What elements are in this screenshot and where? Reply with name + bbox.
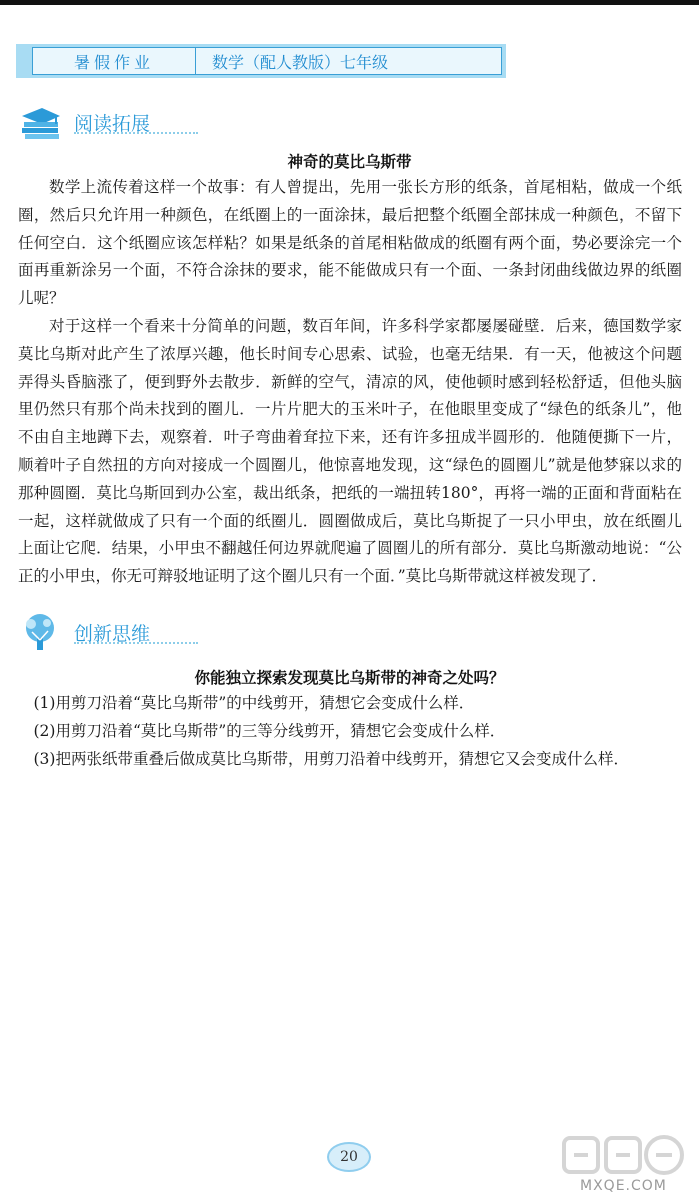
page-number	[327, 1142, 371, 1172]
section-underline	[74, 642, 198, 644]
section-underline	[74, 132, 198, 134]
section-reading-title: 阅读拓展	[74, 112, 151, 135]
page-number-text: 20	[340, 1149, 358, 1165]
article-body	[18, 174, 682, 591]
header-subject-label: 数学（配人教版）七年级	[196, 47, 502, 75]
header-series-label: 暑假作业	[32, 47, 196, 75]
tree-icon	[16, 612, 64, 652]
section-thinking-title: 创新思维	[74, 622, 151, 645]
question-list	[18, 690, 682, 773]
section-reading-heading	[16, 102, 206, 142]
section-thinking-heading	[16, 612, 206, 652]
question-item: (1)用剪刀沿着“莫比乌斯带”的中线剪开，猜想它会变成什么样．	[33, 694, 475, 712]
question-item: (2)用剪刀沿着“莫比乌斯带”的三等分线剪开，猜想它会变成什么样．	[33, 721, 506, 740]
top-border	[0, 0, 699, 5]
article-title: 神奇的莫比乌斯带	[287, 153, 412, 171]
watermark-text: MXQE.COM	[580, 1178, 667, 1194]
article-paragraph: 数学上流传着这样一个故事：有人曾提出，先用一张长方形的纸条，首尾相粘，做成一个纸圈，然后只允许用一种颜色，在纸圈上的一面涂抹，最后把整个纸圈全部抹成一种颜色，不留下任何空白．这个纸圈应该怎样粘？如果是纸条的首尾相粘做成的纸圈有两个面，势必要涂完一个面再重新涂另一个面，不符合涂抹的要求，能不能做成只有一个面、一条封闭曲线做边界的纸圈儿呢？	[18, 178, 682, 308]
article-paragraph: 对于这样一个看来十分简单的问题，数百年间，许多科学家都屡屡碰壁．后来，德国数学家莫比乌斯对此产生了浓厚兴趣，他长时间专心思索、试验，也毫无结果．有一天，他被这个问题弄得头昏脑涨了，便到野外去散步．新鲜的空气，清凉的风，使他顿时感到轻松舒适，但他头脑里仍然只有那个尚未找到的圈儿．一片片肥大的玉米叶子，在他眼里变成了“绿色的纸条儿”，他不由自主地蹲下去，观察着．叶子弯曲着耷拉下来，还有许多扭成半圆形的．他随便撕下一片，顺着叶子自然扭的方向对接成一个圆圈儿，他惊喜地发现，这“绿色的圆圈儿”就是他梦寐以求的那种圆圈．莫比乌斯回到办公室，裁出纸条，把纸的一端扭转180°，再将一端的正面和背面粘在一起，这样就做成了只有一个面的纸圈儿．圆圈做成后，莫比乌斯捉了一只小甲虫，放在纸圈儿上面让它爬．结果，小甲虫不翻越任何边界就爬遍了圆圈儿的所有部分．莫比乌斯激动地说：“公正的小甲虫，你无可辩驳地证明了这个圈儿只有一个面．”莫比乌斯带就这样被发现了．	[18, 316, 682, 586]
question-item: (3)把两张纸带重叠后做成莫比乌斯带，用剪刀沿着中线剪开，猜想它又会变成什么样．	[33, 749, 629, 768]
books-icon	[16, 102, 64, 142]
question-title: 你能独立探索发现莫比乌斯带的神奇之处吗？	[194, 669, 505, 687]
